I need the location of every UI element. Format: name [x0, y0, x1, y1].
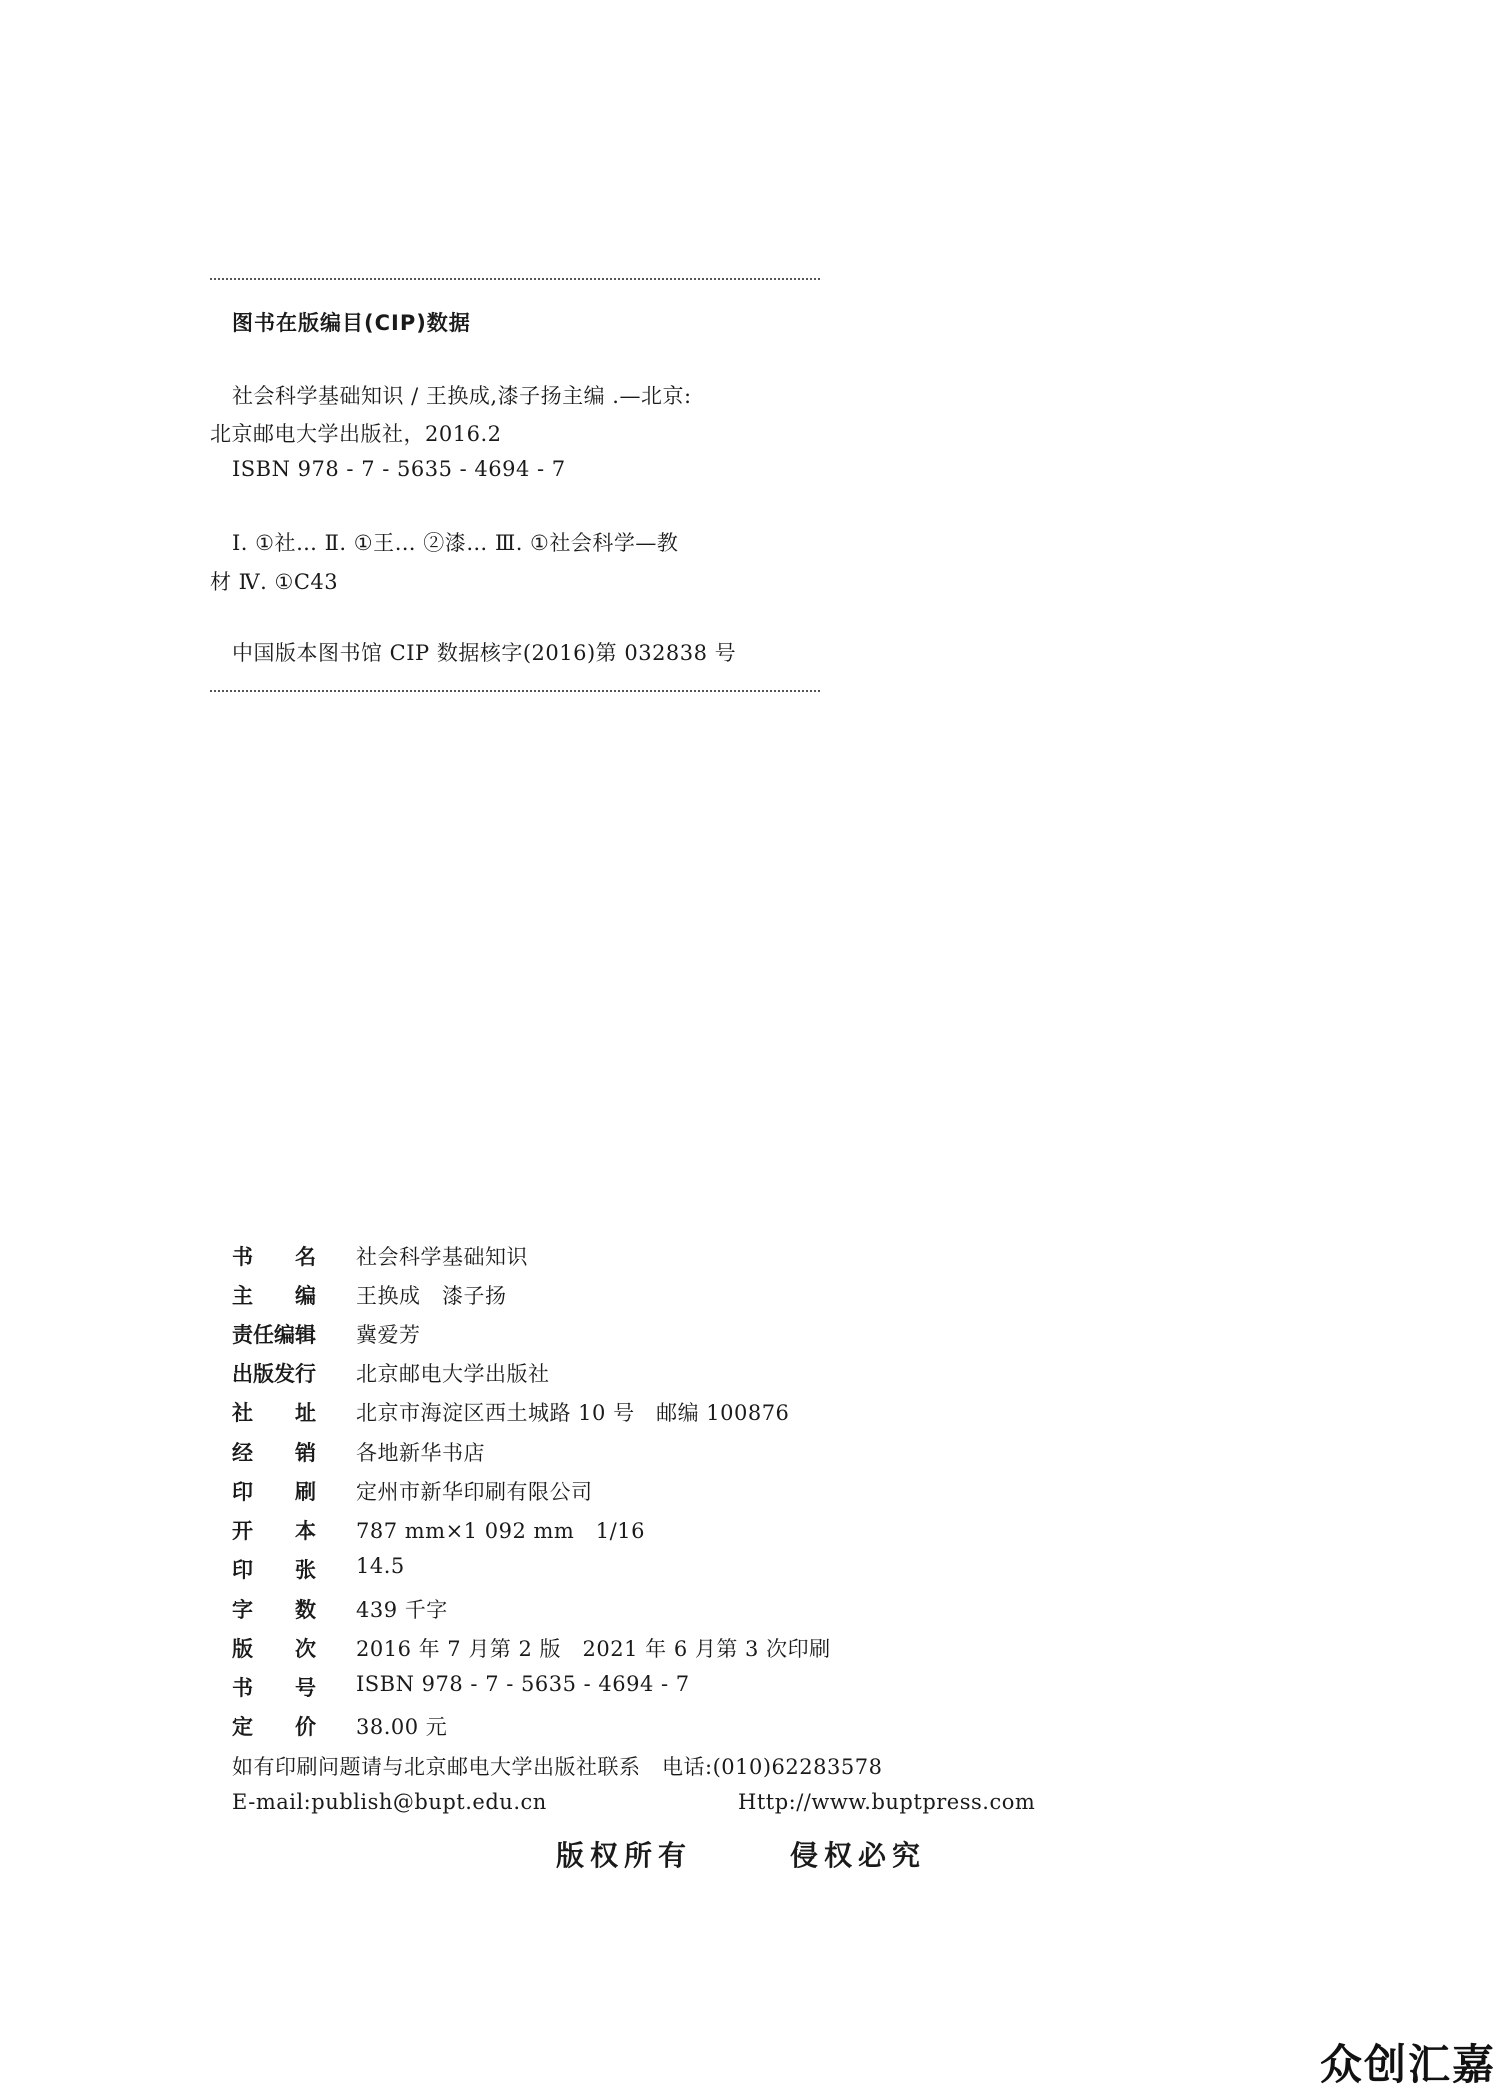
info-label: 印 张	[232, 1558, 316, 1582]
info-label: 书 号	[232, 1676, 316, 1700]
info-value: 北京市海淀区西土城路 10 号 邮编 100876	[356, 1401, 790, 1425]
cip-heading: 图书在版编目(CIP)数据	[232, 311, 471, 335]
info-value: 北京邮电大学出版社	[356, 1362, 550, 1386]
cip-line-classification-cont: 材 Ⅳ. ①C43	[210, 570, 339, 594]
info-label: 字 数	[232, 1598, 316, 1622]
info-label: 印 刷	[232, 1480, 316, 1504]
info-label: 社 址	[232, 1401, 316, 1425]
info-label: 出版发行	[232, 1362, 316, 1386]
copyright-infringement: 侵权必究	[790, 1839, 927, 1872]
info-label: 经 销	[232, 1441, 316, 1465]
cip-bottom-divider	[210, 690, 820, 692]
cip-line-classification: Ⅰ. ①社… Ⅱ. ①王… ②漆… Ⅲ. ①社会科学—教	[232, 531, 679, 555]
contact-phone-line: 如有印刷问题请与北京邮电大学出版社联系 电话:(010)62283578	[232, 1755, 883, 1779]
info-value: 38.00 元	[356, 1715, 448, 1739]
info-label: 定 价	[232, 1715, 316, 1739]
info-label: 开 本	[232, 1519, 316, 1543]
info-label: 版 次	[232, 1637, 316, 1661]
contact-email: E-mail:publish@bupt.edu.cn	[232, 1790, 547, 1814]
info-value: 439 千字	[356, 1598, 448, 1622]
cip-line-library-number: 中国版本图书馆 CIP 数据核字(2016)第 032838 号	[232, 641, 737, 665]
cip-line-title-author: 社会科学基础知识 / 王换成,漆子扬主编 .—北京:	[232, 384, 692, 408]
info-value: 787 mm×1 092 mm 1/16	[356, 1519, 645, 1543]
info-value: 2016 年 7 月第 2 版 2021 年 6 月第 3 次印刷	[356, 1637, 831, 1661]
copyright-all-rights: 版权所有	[556, 1839, 693, 1872]
info-label: 责任编辑	[232, 1323, 316, 1347]
info-value: 14.5	[356, 1554, 405, 1578]
info-value: 社会科学基础知识	[356, 1245, 528, 1269]
info-value: 定州市新华印刷有限公司	[356, 1480, 593, 1504]
contact-website: Http://www.buptpress.com	[738, 1790, 1036, 1814]
cip-line-publisher: 北京邮电大学出版社，2016.2	[210, 422, 502, 446]
corner-watermark: 众创汇嘉	[1319, 2040, 1496, 2089]
info-value: 王换成 漆子扬	[356, 1284, 507, 1308]
info-value: ISBN 978 - 7 - 5635 - 4694 - 7	[356, 1672, 690, 1696]
info-label: 主 编	[232, 1284, 316, 1308]
info-label: 书 名	[232, 1245, 316, 1269]
info-value: 冀爱芳	[356, 1323, 421, 1347]
cip-top-divider	[210, 278, 820, 280]
info-value: 各地新华书店	[356, 1441, 485, 1465]
cip-line-isbn: ISBN 978 - 7 - 5635 - 4694 - 7	[232, 457, 566, 481]
